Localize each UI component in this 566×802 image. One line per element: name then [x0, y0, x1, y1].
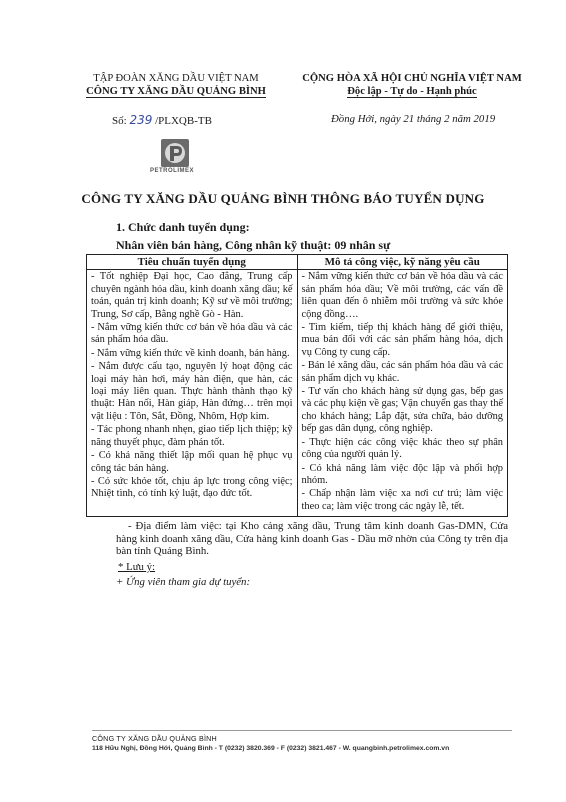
company-name: CÔNG TY XĂNG DẦU QUẢNG BÌNH [86, 86, 266, 97]
workplace-paragraph: - Địa điểm làm việc: tại Kho cảng xăng dầu, Trung tâm kinh doanh Gas-DMN, Cửa hàng kinh doanh xăng dầu, Cửa hàng kinh doanh Gas - Dầu mỡ nhờn của Công ty trên địa bàn tỉnh Quảng Bình. [116, 520, 508, 558]
date-line: Đồng Hới, ngày 21 tháng 2 năm 2019 [331, 113, 496, 125]
section-heading: 1. Chức danh tuyển dụng: [116, 220, 250, 234]
list-item: - Có khả năng thiết lập mối quan hệ phục vụ công tác bán hàng. [91, 450, 293, 474]
section-subheading: Nhân viên bán hàng, Công nhân kỹ thuật: 09 nhân sự [116, 238, 391, 252]
footer-divider [92, 730, 512, 731]
note-item: + Ứng viên tham gia dự tuyển: [116, 576, 251, 589]
nation-title: CỘNG HÒA XÃ HỘI CHỦ NGHĨA VIỆT NAM [302, 73, 522, 84]
organization-header [66, 72, 286, 98]
list-item: - Nắm được cấu tạo, nguyên lý hoạt động các loại máy hàn hơi, máy hàn điện, que hàn, các loại máy liên quan. Thực hành thành thạo kỹ thuật: Hàn nối, Hàn giáp, Hàn đứng… trên mọi vật liệu : Tôn, Sắt, Đồng, Nhôm, Hợp kim. [91, 361, 293, 422]
list-item: - Tìm kiếm, tiếp thị khách hàng để giới thiệu, mua bán đối với các sản phẩm hàng hóa, dịch vụ Công ty cung cấp. [301, 322, 503, 358]
page-title: CÔNG TY XĂNG DẦU QUẢNG BÌNH THÔNG BÁO TUYỂN DỤNG [81, 191, 485, 206]
doc-number-handwritten: 239 [129, 113, 153, 127]
post-table-content [116, 520, 508, 589]
logo-text: PETROLIMEX [150, 168, 195, 174]
list-item: - Nắm vững kiến thức cơ bản về hóa dầu và các sản phẩm hóa dầu; Về môi trường, các vấn đề liên quan đến ô nhiễm môi trường và sức khỏe cộng đồng…. [301, 271, 503, 320]
doc-number-prefix: Số: [112, 115, 127, 127]
list-item: - Nắm vững kiến thức cơ bản về hóa dầu và các sản phẩm hóa dầu. [91, 322, 293, 346]
job-requirements-table [86, 254, 508, 517]
table-header-criteria: Tiêu chuẩn tuyển dụng [87, 255, 298, 270]
footer-company: CÔNG TY XĂNG DẦU QUẢNG BÌNH [92, 734, 217, 743]
table-header-description: Mô tả công việc, kỹ năng yêu cầu [297, 255, 508, 270]
table-header-row [87, 255, 508, 270]
document-number [112, 113, 212, 127]
list-item: - Bán lẻ xăng dầu, các sản phẩm hóa dầu và các sản phẩm dịch vụ khác. [301, 360, 503, 384]
list-item: - Tốt nghiệp Đại học, Cao đẳng, Trung cấp chuyên ngành hóa dầu, kinh doanh xăng dầu; kế toán, quản trị kinh doanh; Kỹ sư về môi trường; Trung, Sơ cấp, Bằng nghề Gò - Hàn. [91, 271, 293, 320]
footer-contact: 118 Hữu Nghị, Đồng Hới, Quảng Bình - T (0232) 3820.369 - F (0232) 3821.467 - W. quangbinh.petrolimex.com.vn [92, 745, 450, 752]
list-item: - Có sức khỏe tốt, chịu áp lực trong công việc; Nhiệt tình, có tính kỷ luật, đạo đức tốt. [91, 475, 293, 500]
description-cell [297, 270, 508, 517]
parent-organization: TẬP ĐOÀN XĂNG DẦU VIỆT NAM [93, 73, 259, 84]
national-header [292, 72, 532, 98]
list-item: - Thực hiện các công việc khác theo sự phân công của người quản lý. [301, 436, 503, 461]
note-label: * Lưu ý: [118, 560, 156, 573]
petrolimex-logo-icon [160, 138, 190, 168]
criteria-cell [87, 270, 298, 517]
list-item: - Có khả năng làm việc độc lập và phối hợp nhóm. [301, 462, 503, 486]
list-item: - Nắm vững kiến thức về kinh doanh, bán hàng. [91, 347, 290, 359]
list-item: - Tư vấn cho khách hàng sử dụng gas, bếp gas và các phụ kiện về gas; Vận chuyển gas thay thế cho khách hàng; Lắp đặt, sửa chữa, bảo dưỡng bếp gas dân dụng, công nghiệp. [301, 386, 503, 435]
nation-motto: Độc lập - Tự do - Hạnh phúc [347, 86, 477, 97]
doc-number-suffix: /PLXQB-TB [155, 115, 212, 127]
list-item: - Tác phong nhanh nhẹn, giao tiếp lịch thiệp; kỹ năng thuyết phục, đàm phán tốt. [91, 424, 293, 448]
table-row [87, 270, 508, 517]
list-item: - Chấp nhận làm việc xa nơi cư trú; làm việc theo ca; làm việc trong các ngày lễ, tết. [301, 488, 503, 512]
